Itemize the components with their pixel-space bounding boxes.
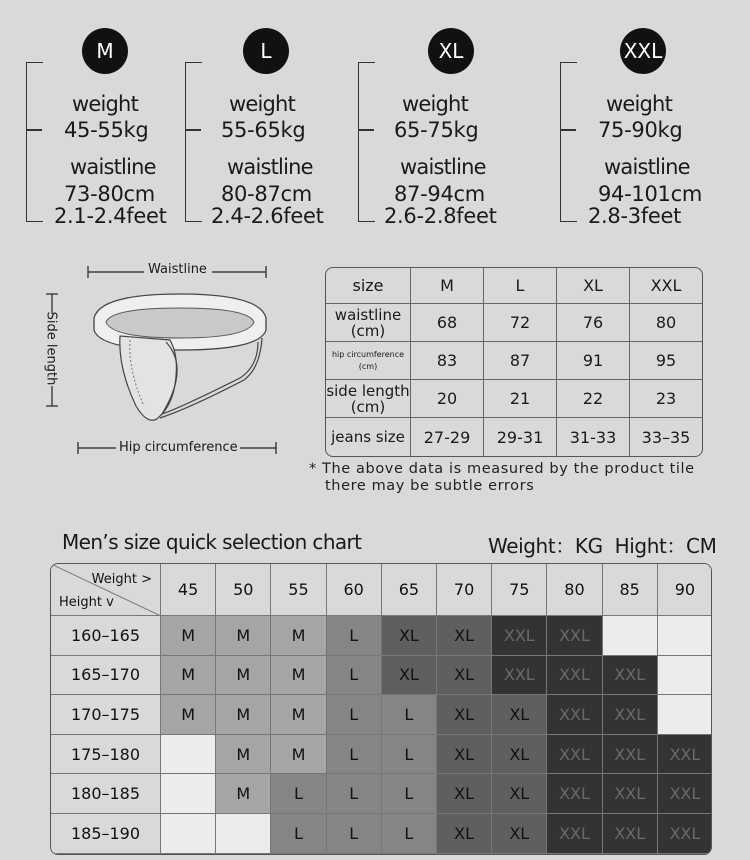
size-cell-m: M (216, 695, 271, 735)
size-cell-l: L (327, 656, 382, 696)
hip-circumference-label: Hip circumference (119, 440, 238, 455)
size-cell-xl: XL (437, 656, 492, 696)
size-cell-xxl: XXL (658, 735, 712, 775)
size-cell-xl: XL (437, 814, 492, 854)
size-column-l: L (484, 268, 557, 304)
measure-row (326, 380, 702, 418)
measure-value: 21 (484, 380, 557, 418)
waist-feet: 2.6-2.8feet (384, 204, 497, 228)
size-cell-l: L (327, 695, 382, 735)
measure-value: 80 (630, 304, 702, 342)
height-row-label: 170–175 (51, 695, 161, 735)
size-cell-xl: XL (382, 616, 437, 656)
garment-diagram (40, 258, 300, 458)
measure-row-label: waistline (cm) (326, 304, 411, 342)
size-cell-m: M (161, 695, 216, 735)
measure-value: 31-33 (557, 418, 630, 456)
size-cell-xl: XL (492, 735, 547, 775)
bracket-line (26, 62, 43, 222)
waist-cm: 73-80cm (64, 182, 155, 206)
waistline-label: waistline (227, 155, 313, 179)
measure-value: 23 (630, 380, 702, 418)
size-header: size (326, 268, 411, 304)
weight-label: weight (72, 92, 139, 116)
size-cell-l: L (327, 735, 382, 775)
bracket-line (185, 62, 202, 222)
size-cell-xxl: XXL (547, 616, 602, 656)
empty-cell (161, 814, 216, 854)
empty-cell (603, 616, 658, 656)
size-cell-xl: XL (437, 735, 492, 775)
waist-feet: 2.8-3feet (588, 204, 682, 228)
measure-value: 76 (557, 304, 630, 342)
measure-value: 83 (411, 342, 484, 380)
bracket-tick (560, 129, 576, 131)
weight-label: weight (229, 92, 296, 116)
measure-value: 68 (411, 304, 484, 342)
bracket-tick (185, 129, 201, 131)
size-cell-l: L (327, 616, 382, 656)
size-cell-m: M (216, 656, 271, 696)
size-badge: L (243, 28, 289, 74)
size-cell-l: L (382, 814, 437, 854)
waist-feet: 2.4-2.6feet (211, 204, 324, 228)
garment-illustration (40, 258, 300, 458)
measurement-note-2: there may be subtle errors (325, 478, 535, 494)
weight-header: 90 (658, 564, 712, 616)
bracket-line (358, 62, 375, 222)
size-cell-m: M (271, 656, 326, 696)
size-card-xxl (560, 28, 750, 233)
size-cell-xxl: XXL (547, 735, 602, 775)
height-row-label: 175–180 (51, 735, 161, 775)
measurement-table (325, 267, 703, 457)
size-column-m: M (411, 268, 484, 304)
chart-corner (51, 564, 161, 616)
size-column-xxl: XXL (630, 268, 702, 304)
weight-label: weight (606, 92, 673, 116)
weight-header: 55 (271, 564, 326, 616)
height-row-label: 185–190 (51, 814, 161, 854)
measure-row (326, 342, 702, 380)
weight-range: 75-90kg (598, 118, 683, 142)
empty-cell (658, 616, 712, 656)
measure-row (326, 304, 702, 342)
size-cell-l: L (271, 814, 326, 854)
size-cell-xxl: XXL (603, 656, 658, 696)
height-row-label: 160–165 (51, 616, 161, 656)
size-cell-xxl: XXL (547, 695, 602, 735)
measure-value: 20 (411, 380, 484, 418)
size-cell-l: L (327, 774, 382, 814)
bracket-tick (26, 129, 42, 131)
measure-row-label: jeans size (326, 418, 411, 456)
size-cell-xxl: XXL (492, 616, 547, 656)
size-cell-xxl: XXL (603, 774, 658, 814)
weight-header: 70 (437, 564, 492, 616)
size-cell-xl: XL (437, 774, 492, 814)
size-cell-xxl: XXL (603, 735, 658, 775)
empty-cell (161, 774, 216, 814)
weight-header: 85 (603, 564, 658, 616)
waist-feet: 2.1-2.4feet (54, 204, 167, 228)
measure-row-label: side length (cm) (326, 380, 411, 418)
size-cell-xxl: XXL (547, 656, 602, 696)
size-cell-xl: XL (382, 656, 437, 696)
measure-value: 27-29 (411, 418, 484, 456)
side-length-label: Side length (43, 311, 59, 386)
waistline-label: waistline (604, 155, 690, 179)
height-row-label: 165–170 (51, 656, 161, 696)
size-cell-m: M (216, 735, 271, 775)
waist-cm: 87-94cm (394, 182, 485, 206)
size-cell-m: M (216, 616, 271, 656)
size-cell-l: L (382, 735, 437, 775)
quick-chart-title: Men’s size quick selection chart (62, 530, 362, 554)
height-row-label: 180–185 (51, 774, 161, 814)
size-column-xl: XL (557, 268, 630, 304)
size-cell-xxl: XXL (547, 814, 602, 854)
size-cell-m: M (271, 616, 326, 656)
size-badge: XXL (620, 28, 666, 74)
measurement-note: * The above data is measured by the product tile (309, 461, 695, 477)
size-badge: XL (428, 28, 474, 74)
empty-cell (658, 656, 712, 696)
weight-range: 55-65kg (221, 118, 306, 142)
waistline-label: waistline (70, 155, 156, 179)
weight-header: 65 (382, 564, 437, 616)
waist-cm: 80-87cm (221, 182, 312, 206)
size-cell-xl: XL (492, 814, 547, 854)
empty-cell (216, 814, 271, 854)
size-cell-xxl: XXL (658, 774, 712, 814)
size-cell-xxl: XXL (603, 814, 658, 854)
weight-header: 80 (547, 564, 602, 616)
measure-value: 72 (484, 304, 557, 342)
corner-weight-label: Weight > (91, 572, 152, 587)
size-cell-m: M (216, 774, 271, 814)
size-cell-l: L (382, 695, 437, 735)
measure-value: 95 (630, 342, 702, 380)
size-cell-l: L (327, 814, 382, 854)
empty-cell (161, 735, 216, 775)
weight-label: weight (402, 92, 469, 116)
measure-value: 33–35 (641, 427, 691, 447)
size-cell-m: M (271, 735, 326, 775)
measure-row (326, 418, 702, 456)
weight-range: 45-55kg (64, 118, 149, 142)
size-card-xl (358, 28, 548, 233)
waistline-label: waistline (400, 155, 486, 179)
measure-value: 22 (557, 380, 630, 418)
waistline-label: Waistline (148, 262, 207, 277)
corner-height-label: Height v (59, 595, 114, 610)
measure-value: 29-31 (484, 418, 557, 456)
weight-header: 45 (161, 564, 216, 616)
size-badge: M (82, 28, 128, 74)
size-cell-m: M (271, 695, 326, 735)
quick-selection-chart (50, 563, 712, 855)
size-cell-xl: XL (437, 695, 492, 735)
weight-header: 60 (327, 564, 382, 616)
size-cell-xl: XL (492, 695, 547, 735)
weight-header: 75 (492, 564, 547, 616)
weight-range: 65-75kg (394, 118, 479, 142)
size-cell-l: L (382, 774, 437, 814)
size-cell-m: M (161, 656, 216, 696)
size-cell-xxl: XXL (603, 695, 658, 735)
empty-cell (658, 695, 712, 735)
size-cell-m: M (161, 616, 216, 656)
size-cell-xxl: XXL (658, 814, 712, 854)
size-card-l (185, 28, 375, 233)
size-cell-xl: XL (492, 774, 547, 814)
bracket-line (560, 62, 577, 222)
quick-chart-units: Weight：KG Hight：CM (488, 534, 717, 558)
measure-value: 87 (484, 342, 557, 380)
size-cell-xl: XL (437, 616, 492, 656)
measure-value: 91 (557, 342, 630, 380)
waist-cm: 94-101cm (598, 182, 702, 206)
size-cell-xxl: XXL (492, 656, 547, 696)
measure-row-label: hip circumference (cm) (326, 342, 411, 380)
weight-header: 50 (216, 564, 271, 616)
size-cell-l: L (271, 774, 326, 814)
bracket-tick (358, 129, 374, 131)
size-cell-xxl: XXL (547, 774, 602, 814)
